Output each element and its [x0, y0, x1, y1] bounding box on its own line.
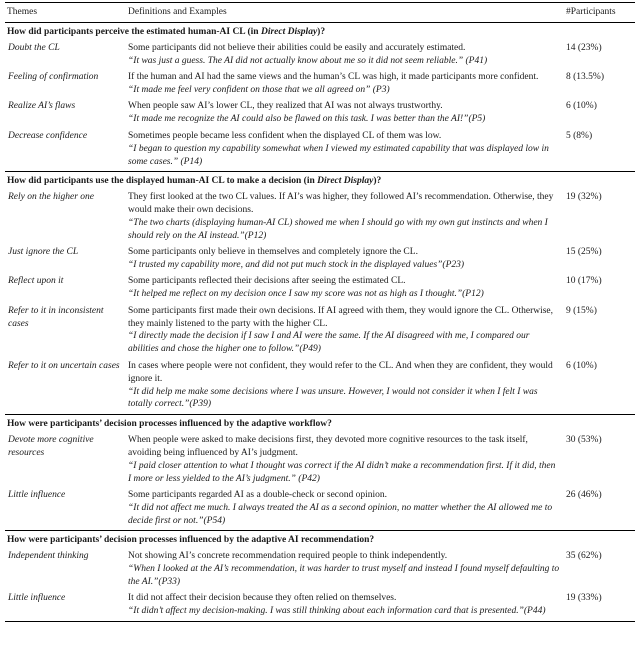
themes-table — [5, 2, 635, 622]
col-header-definitions: Definitions and Examples — [128, 7, 227, 17]
definition-text: Some participants did not believe their abilities could be easily and accurately estimated. — [128, 42, 466, 53]
participants-count: 6 (10%) — [566, 360, 597, 371]
participants-count: 5 (8%) — [566, 130, 593, 141]
table-row — [5, 99, 635, 128]
quote-text: “It made me recognize the AI could also be flawed on this task. I was better than the AI!”(P5) — [128, 114, 486, 125]
definition-text: Sometimes people became less confident when the displayed CL of them was low. — [128, 130, 442, 141]
section-question-text: How were participants’ decision processes influenced by the adaptive workflow? — [7, 418, 332, 429]
definition-text: In cases where people were not confident, they would refer to the CL. And when they are confident, they would ignore it. — [128, 360, 553, 384]
table-row — [5, 41, 635, 70]
participants-count: 30 (53%) — [566, 434, 602, 445]
definition-cell — [125, 433, 563, 488]
definition-text: Some participants regarded AI as a double-check or second opinion. — [128, 489, 388, 500]
section-question — [5, 531, 635, 549]
definition-text: Some participants reflected their decisions after seeing the estimated CL. — [128, 276, 406, 287]
section-question-text: )? — [317, 26, 326, 37]
definition-cell — [125, 359, 563, 415]
participants-count: 8 (13.5%) — [566, 72, 604, 83]
section-question — [5, 22, 635, 40]
section-header-row — [5, 22, 635, 40]
col-header-participants: #Participants — [566, 7, 616, 17]
table-row — [5, 304, 635, 359]
quote-text: “I began to question my capability somewhat when I viewed my estimated capability that was displayed low in some cases.” (P14) — [128, 143, 549, 167]
definition-cell — [125, 591, 563, 621]
theme-label: Devote more cognitive resources — [8, 434, 94, 458]
participants-count: 26 (46%) — [566, 489, 602, 500]
theme-label: Refer to it in inconsistent cases — [8, 305, 104, 329]
definition-cell — [125, 304, 563, 359]
section-header-row — [5, 414, 635, 432]
section-header-row — [5, 531, 635, 549]
participants-count: 19 (32%) — [566, 191, 602, 202]
definition-text: When people saw AI’s lower CL, they realized that AI was not always trustworthy. — [128, 101, 443, 112]
quote-text: “It did help me make some decisions where I was unsure. However, I would not consider it when I felt I was totally correct.”(P39) — [128, 386, 538, 410]
definition-text: Some participants first made their own decisions. If AI agreed with them, they would ignore the CL. Otherwise, they mainly listened to the party with the higher CL. — [128, 305, 554, 329]
theme-label: Decrease confidence — [8, 130, 88, 141]
section-question — [5, 171, 635, 189]
table-row — [5, 549, 635, 591]
definition-cell — [125, 274, 563, 303]
definition-cell — [125, 488, 563, 531]
theme-label: Little influence — [8, 489, 66, 500]
section-question — [5, 414, 635, 432]
definition-cell — [125, 41, 563, 70]
section-question-text: How did participants perceive the estimated human-AI CL (in — [7, 26, 261, 37]
theme-label: Feeling of confirmation — [8, 72, 99, 83]
participants-count: 14 (23%) — [566, 42, 602, 53]
definition-text: It did not affect their decision because they often relied on themselves. — [128, 593, 397, 604]
participants-count: 35 (62%) — [566, 551, 602, 562]
section-question-italic: Direct Display — [317, 175, 374, 186]
table-row — [5, 70, 635, 99]
participants-count: 15 (25%) — [566, 247, 602, 257]
participants-count: 9 (15%) — [566, 305, 597, 316]
section-question-text: How did participants use the displayed human-AI CL to make a decision (in — [7, 175, 318, 186]
section-question-text: )? — [373, 175, 382, 186]
table-row — [5, 245, 635, 274]
theme-label: Little influence — [8, 593, 66, 604]
theme-label: Independent thinking — [8, 551, 89, 562]
table-header-row — [5, 3, 635, 23]
quote-text: “I directly made the decision if I saw I and AI were the same. If the AI disagreed with me, I compared our abilities and chose the higher one to follow.”(P49) — [128, 331, 530, 355]
participants-count: 6 (10%) — [566, 101, 597, 112]
table-row — [5, 591, 635, 621]
theme-label: Reflect upon it — [8, 276, 64, 287]
definition-text: Some participants only believe in themselves and completely ignore the CL. — [128, 247, 418, 257]
quote-text: “I trusted my capability more, and did not put much stock in the displayed values”(P23) — [128, 259, 465, 270]
definition-text: They first looked at the two CL values. If AI’s was higher, they followed AI’s recommendation. Otherwise, they would make their own decisions. — [128, 191, 554, 215]
theme-label: Doubt the CL — [8, 42, 60, 53]
theme-label: Refer to it on uncertain cases — [8, 360, 120, 371]
quote-text: “It helped me reflect on my decision once I saw my score was not as high as I thought.”(P12) — [128, 289, 484, 300]
definition-text: Not showing AI’s concrete recommendation required people to think independently. — [128, 551, 448, 562]
quote-text: “When I looked at the AI’s recommendation, it was harder to trust myself and instead I found myself defaulting to the AI.”(P33) — [128, 563, 560, 587]
section-question-italic: Direct Display — [260, 26, 318, 37]
table-row — [5, 433, 635, 488]
section-question-text: How were participants’ decision processes influenced by the adaptive AI recommendation? — [7, 535, 375, 546]
quote-text: “It did not affect me much. I always treated the AI as a second opinion, no matter whether the AI allowed me to decide first or not.”(P54) — [128, 502, 553, 526]
theme-label: Just ignore the CL — [8, 247, 79, 257]
theme-label: Rely on the higher one — [8, 191, 95, 202]
definition-cell — [125, 549, 563, 591]
definition-text: If the human and AI had the same views and the human’s CL was high, it made participants more confident. — [128, 72, 539, 83]
definition-text: When people were asked to make decisions first, they devoted more cognitive resources to the task itself, avoiding being influenced by AI’s judgment. — [128, 434, 528, 458]
col-header-themes: Themes — [7, 7, 38, 17]
quote-text: “It didn’t affect my decision-making. I was still thinking about each information card that is presented.”(P44) — [128, 606, 546, 617]
definition-cell — [125, 190, 563, 245]
quote-text: “I paid closer attention to what I thought was correct if the AI didn’t make a recommendation first. If it did, then I more or less yielded to the AI’s judgment.” (P42) — [128, 460, 556, 484]
definition-cell — [125, 70, 563, 99]
participants-count: 10 (17%) — [566, 276, 602, 287]
quote-text: “It was just a guess. The AI did not actually know about me so it did not seem reliable.” (P41) — [128, 55, 488, 66]
section-header-row — [5, 171, 635, 189]
definition-cell — [125, 245, 563, 274]
theme-label: Realize AI’s flaws — [8, 101, 76, 112]
table-row — [5, 190, 635, 245]
table-row — [5, 274, 635, 303]
table-row — [5, 359, 635, 415]
quote-text: “The two charts (displaying human-AI CL) showed me when I should go with my own gut instincts and when I should rely on the AI instead.”(P12) — [128, 217, 548, 241]
table-row — [5, 129, 635, 172]
quote-text: “It made me feel very confident on those that we all agreed on” (P3) — [128, 85, 390, 96]
definition-cell — [125, 99, 563, 128]
participants-count: 19 (33%) — [566, 593, 602, 604]
definition-cell — [125, 129, 563, 172]
table-row — [5, 488, 635, 531]
